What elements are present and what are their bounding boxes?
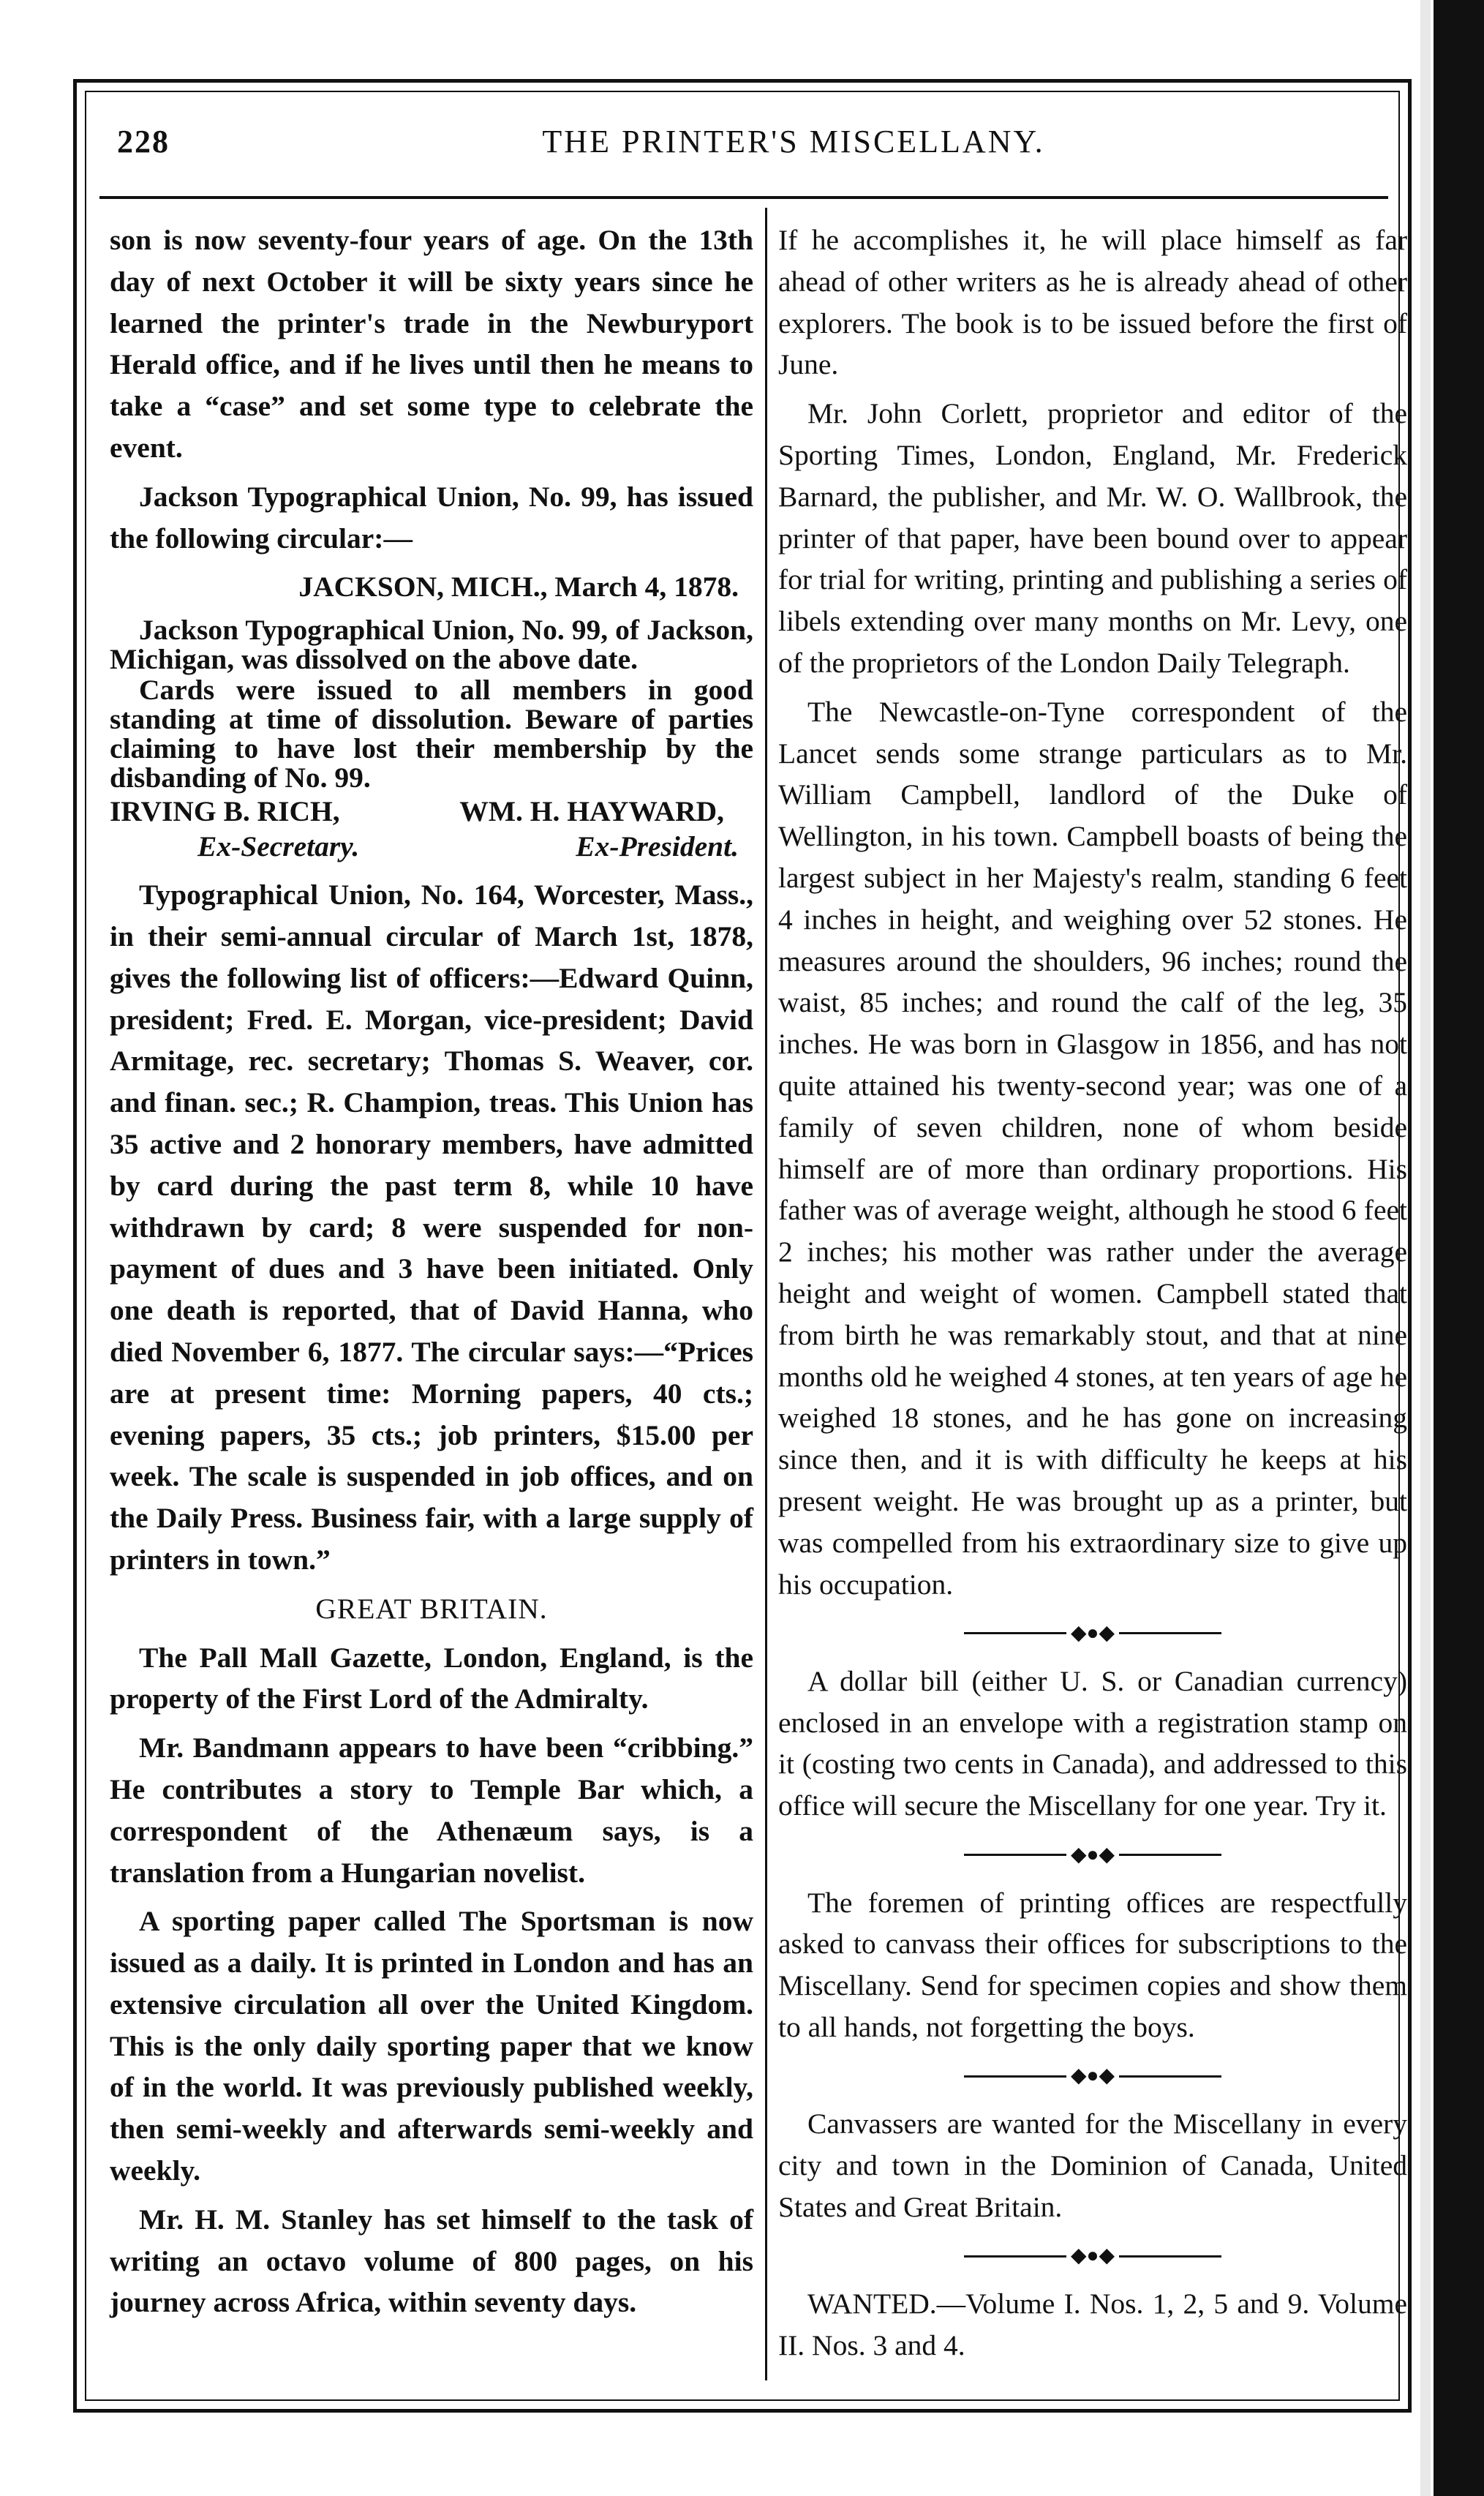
page-header <box>102 123 1382 167</box>
signatory-title: Ex-Secretary. <box>197 830 360 863</box>
running-title: THE PRINTER'S MISCELLANY. <box>542 124 1045 159</box>
fragment-letter: l <box>1466 1986 1473 2010</box>
ornamental-divider: ◆●◆ <box>778 1835 1407 1873</box>
section-heading: GREAT BRITAIN. <box>315 1592 548 1625</box>
circular-dateline: JACKSON, MICH., March 4, 1878. <box>298 571 739 604</box>
circular-paragraph: Jackson Typographical Union, No. 99, of Jackson, Michigan, was dissolved on the above date. <box>110 614 753 676</box>
right-column <box>778 219 1407 2374</box>
wanted-label: WANTED. <box>807 2288 937 2320</box>
wanted-notice <box>778 2283 1407 2367</box>
page-number: 228 <box>117 124 170 159</box>
article-paragraph: Mr. Bandmann appears to have been “cribbing.” He contributes a story to Temple Bar which, a correspondent of the Athenæum says, is a translation from a Hungarian novelist. <box>110 1732 753 1889</box>
signatory-name: IRVING B. RICH, <box>110 795 340 828</box>
article-paragraph: Mr. John Corlett, proprietor and editor of the Sporting Times, London, England, Mr. Frederick Barnard, the publisher, and Mr. W. O. Wallbrook, the printer of that paper, have been bound over to appear for trial for writing, printing and publishing a series of libels extending over many months on Mr. Levy, one of the proprietors of the London Daily Telegraph. <box>778 397 1407 679</box>
adjacent-page-fragment <box>1466 1975 1484 2209</box>
article-paragraph: A sporting paper called The Sportsman is now issued as a daily. It is printed in London and has an extensive circulation all over the United Kingdom. This is the only daily sporting paper that we know of in the world. It was previously published weekly, then semi-weekly and afterwards semi-weekly and weekly. <box>110 1905 753 2187</box>
ornamental-divider: ◆●◆ <box>778 1614 1407 1652</box>
signature-names <box>110 794 753 829</box>
ornamental-divider: ◆●◆ <box>778 2237 1407 2275</box>
left-column <box>110 219 753 2331</box>
circular-paragraph: Cards were issued to all members in good standing at time of dissolution. Beware of parties claiming to have lost their membership by the disbanding of No. 99. <box>110 674 753 794</box>
article-paragraph: son is now seventy-four years of age. On the 13th day of next October it will be sixty years since he learned the printer's trade in the Newburyport Herald office, and if he lives until then he means to take a “case” and set some type to celebrate the event. <box>110 224 753 464</box>
fragment-letter: i <box>1466 2080 1473 2104</box>
fragment-letter: c <box>1466 2127 1477 2151</box>
article-paragraph: Typographical Union, No. 164, Worcester, Mass., in their semi-annual circular of March 1st, 1878, gives the following list of officers:—Edward Quinn, president; Fred. E. Morgan, vice-president; David Armitage, rec. secretary; Thomas S. Weaver, cor. and finan. sec.; R. Champion, treas. This Union has 35 active and 2 honorary members, have admitted by card during the past term 8, while 10 have withdrawn by card; 8 were suspended for non-payment of dues and 3 have been initiated. Only one death is reported, that of David Hanna, who died November 6, 1877. The circular says:—“Prices are at present time: Morning papers, 40 cts.; evening papers, 35 cts.; job printers, $15.00 per week. The scale is suspended in job offices, and on the Daily Press. Business fair, with a large supply of printers in town.” <box>110 879 753 1576</box>
notice-paragraph: The foremen of printing offices are respectfully asked to canvass their offices for subscriptions to the Miscellany. Send for specimen copies and show them to all hands, not forgetting the boys. <box>778 1886 1407 2044</box>
article-paragraph: Mr. H. M. Stanley has set himself to the task of writing an octavo volume of 800 pages, on his journey across Africa, within seventy days. <box>110 2203 753 2319</box>
article-paragraph: Jackson Typographical Union, No. 99, has issued the following circular:— <box>110 480 753 555</box>
signatory-name: WM. H. HAYWARD, <box>459 795 724 828</box>
signature-titles <box>110 829 753 864</box>
column-divider <box>765 208 767 2380</box>
article-paragraph: The Pall Mall Gazette, London, England, is the property of the First Lord of the Admiralty. <box>110 1641 753 1715</box>
header-rule <box>99 196 1388 199</box>
wanted-text: —Volume I. Nos. 1, 2, 5 and 9. Volume II. Nos. 3 and 4. <box>778 2288 1407 2362</box>
fragment-letter: c <box>1466 2033 1477 2057</box>
notice-paragraph: A dollar bill (either U. S. or Canadian currency) enclosed in an envelope with a registration stamp on it (costing two cents in Canada), and addressed to this office will secure the Miscellany for one year. Try it. <box>778 1664 1407 1822</box>
page-gutter-shadow <box>1420 0 1431 2496</box>
ornamental-divider: ◆●◆ <box>778 2057 1407 2095</box>
fragment-letter: ii <box>1466 2173 1479 2198</box>
notice-paragraph: Canvassers are wanted for the Miscellany in every city and town in the Dominion of Canada, United States and Great Britain. <box>778 2108 1407 2223</box>
article-paragraph: The Newcastle-on-Tyne correspondent of the Lancet sends some strange particulars as to Mr. William Campbell, landlord of the Duke of Wellington, in his town. Campbell boasts of being the largest subject in her Majesty's realm, standing 6 feet 4 inches in height, and weighing over 52 stones. He measures around the shoulders, 96 inches; round the waist, 85 inches; and round the calf of the leg, 35 inches. He was born in Glasgow in 1856, and has not quite attained his twenty-second year; was one of a family of seven children, none of whom beside himself are of more than ordinary proportions. His father was of average weight, although he stood 6 feet 2 inches; his mother was rather under the average height and weight of women. Campbell stated that from birth he was remarkably stout, and that at nine months old he weighed 4 stones, at ten years of age he weighed 18 stones, and he has gone on increasing since then, and it is with difficulty he keeps at his present weight. He was brought up as a printer, but was compelled from his extraordinary size to give up his occupation. <box>778 695 1407 1601</box>
signatory-title: Ex-President. <box>576 830 739 863</box>
article-paragraph: If he accomplishes it, he will place himself as far ahead of other writers as he is already ahead of other explorers. The book is to be issued before the first of June. <box>778 224 1407 381</box>
